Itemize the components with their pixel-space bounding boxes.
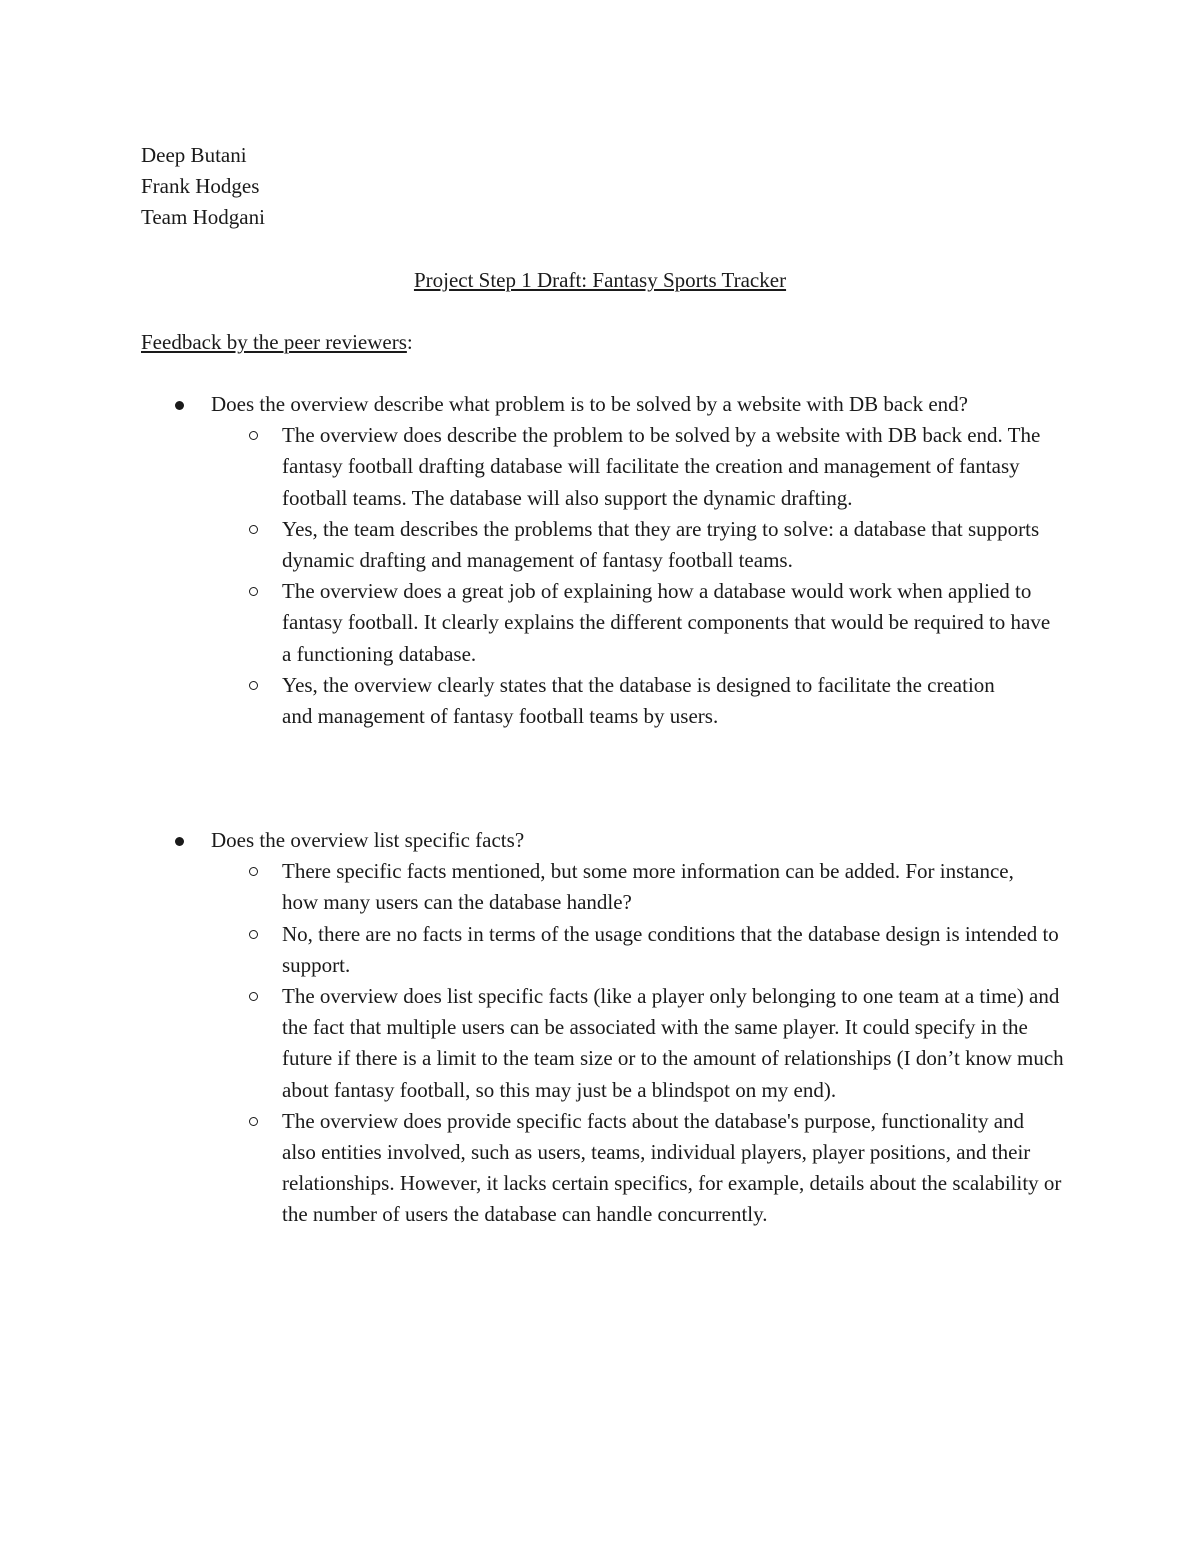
answer-text: Yes, the team describes the problems that they are trying to solve: a database that supports dynamic drafting and management of fantasy football teams. [282,516,1040,573]
answer-text: The overview does describe the problem to be solved by a website with DB back end. The fantasy football drafting database will facilitate the creation and management of fantasy football teams. The database will also support the dynamic drafting. [282,423,1041,510]
feedback-section [0,389,1200,732]
answer-item [282,420,1052,514]
bullet-icon [175,401,184,410]
question-text: Does the overview describe what problem is to be solved by a website with DB back end? [211,392,968,416]
circle-bullet-icon [249,587,258,596]
circle-bullet-icon [249,992,258,1001]
feedback-heading-colon: : [406,330,413,354]
feedback-heading [141,327,413,358]
answer-item [282,856,1042,918]
answer-text: The overview does list specific facts (like a player only belonging to one team at a time) and the fact that multiple users can be associated with the same player. It could specify in the future if there is a limit to the team size or to the amount of relationships (I don’t know much about fantasy football, so this may just be a blindspot on my end). [282,984,1064,1102]
answer-item [282,670,1022,732]
circle-bullet-icon [249,681,258,690]
team-name: Team Hodgani [141,205,265,229]
question-item [211,825,1031,856]
circle-bullet-icon [249,867,258,876]
circle-bullet-icon [249,525,258,534]
author-block [141,140,265,233]
answer-text: There specific facts mentioned, but some more information can be added. For instance, how many users can the database handle? [282,859,1014,915]
bullet-icon [175,837,184,846]
answer-text: The overview does provide specific facts about the database's purpose, functionality and also entities involved, such as users, teams, individual players, player positions, and their relationships. However, it lacks certain specifics, for example, details about the scalability or the number of users the database can handle concurrently. [282,1108,1062,1227]
author-name: Frank Hodges [141,174,260,198]
answer-item [282,576,1062,670]
author-name: Deep Butani [141,143,247,167]
feedback-heading-text: Feedback by the peer reviewers [141,330,407,354]
document-title: Project Step 1 Draft: Fantasy Sports Tracker [413,268,787,292]
answer-item [282,919,1072,981]
circle-bullet-icon [249,431,258,440]
answer-item [282,514,1052,576]
answer-item [282,1106,1062,1231]
feedback-section [0,825,1200,1231]
answer-item [282,981,1077,1106]
circle-bullet-icon [249,930,258,939]
question-item [211,389,1021,420]
question-text: Does the overview list specific facts? [211,828,525,852]
circle-bullet-icon [249,1117,258,1126]
answer-text: No, there are no facts in terms of the usage conditions that the database design is intended to support. [282,921,1059,977]
answer-text: Yes, the overview clearly states that the database is designed to facilitate the creation and management of fantasy football teams by users. [282,672,995,729]
answer-text: The overview does a great job of explaining how a database would work when applied to fantasy football. It clearly explains the different components that would be required to have a functioning database. [282,579,1051,666]
